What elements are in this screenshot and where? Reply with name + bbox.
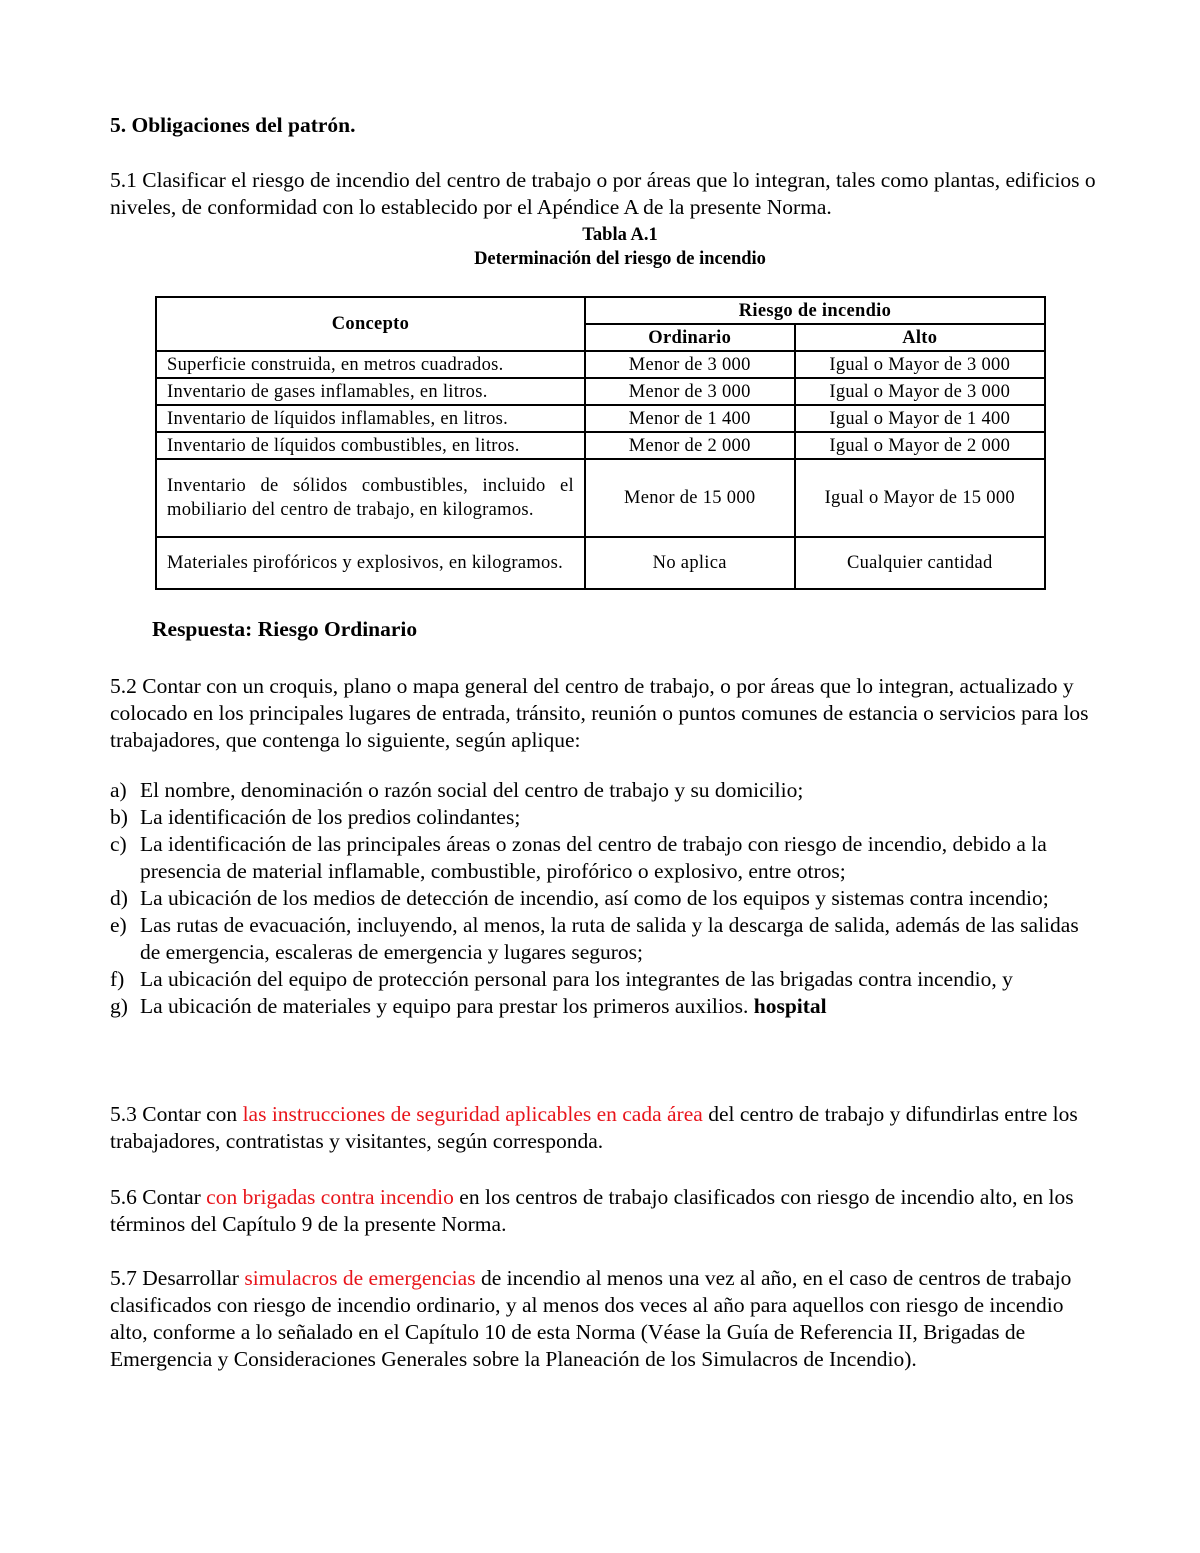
list-text: La identificación de las principales áreas o zonas del centro de trabajo con riesgo de incendio, debido a la presencia de material inflamable, combustible, pirofórico o explosivo, entre otros;	[140, 832, 1047, 883]
table-row	[156, 351, 1045, 378]
cell-concepto: Superficie construida, en metros cuadrados.	[156, 351, 585, 378]
handwritten-note: hospital	[753, 994, 827, 1018]
list-label: b)	[110, 805, 128, 829]
p56-highlight: con brigadas contra incendio	[206, 1185, 454, 1209]
cell-alto: Igual o Mayor de 15 000	[795, 459, 1045, 537]
paragraph-5-2: 5.2 Contar con un croquis, plano o mapa general del centro de trabajo, o por áreas que lo integran, actualizado y colocado en los principales lugares de entrada, tránsito, reunión o puntos comunes de estancia o servicios para los trabajadores, que contenga lo siguiente, según aplique:	[110, 674, 1089, 752]
cell-alto: Igual o Mayor de 1 400	[795, 405, 1045, 432]
table-row	[156, 378, 1045, 405]
cell-concepto: Materiales pirofóricos y explosivos, en kilogramos.	[156, 537, 585, 589]
header-riesgo: Riesgo de incendio	[585, 297, 1045, 324]
paragraph-5-7	[110, 1265, 1100, 1373]
list-item	[110, 885, 1100, 912]
cell-concepto: Inventario de gases inflamables, en litros.	[156, 378, 585, 405]
list-item	[110, 993, 1100, 1020]
header-concepto: Concepto	[156, 297, 585, 351]
table-row	[156, 405, 1045, 432]
paragraph-5-6	[110, 1184, 1100, 1238]
table-caption: Tabla A.1	[582, 225, 658, 245]
cell-ordinario: Menor de 3 000	[585, 378, 795, 405]
cell-concepto: Inventario de sólidos combustibles, incluido el mobiliario del centro de trabajo, en kilogramos.	[156, 459, 585, 537]
answer-text: Respuesta: Riesgo Ordinario	[152, 617, 418, 641]
p53-pre: 5.3 Contar con	[110, 1102, 243, 1126]
cell-concepto: Inventario de líquidos combustibles, en litros.	[156, 432, 585, 459]
list-item	[110, 912, 1100, 966]
cell-ordinario: Menor de 2 000	[585, 432, 795, 459]
p57-post: de incendio al menos una vez al año, en el caso de centros de trabajo clasificados con riesgo de incendio ordinario, y al menos dos veces al año para aquellos con riesgo de incendio alto, conforme a lo señalado en el Capítulo 10 de esta Norma (Véase la Guía de Referencia II, Brigadas de Emergencia y Consideraciones Generales sobre la Planeación de los Simulacros de Incendio).	[110, 1266, 1072, 1371]
list-item	[110, 804, 1100, 831]
list-item	[110, 831, 1100, 885]
list-label: c)	[110, 832, 127, 856]
cell-ordinario: Menor de 3 000	[585, 351, 795, 378]
cell-alto: Igual o Mayor de 3 000	[795, 378, 1045, 405]
table-row	[156, 459, 1045, 537]
list-label: g)	[110, 994, 128, 1018]
list-text: Las rutas de evacuación, incluyendo, al menos, la ruta de salida y la descarga de salida, además de las salidas de emergencia, escaleras de emergencia y lugares seguros;	[140, 913, 1079, 964]
list-text: La ubicación de materiales y equipo para prestar los primeros auxilios.	[140, 994, 749, 1018]
paragraph-5-1: 5.1 Clasificar el riesgo de incendio del centro de trabajo o por áreas que lo integran, tales como plantas, edificios o niveles, de conformidad con lo establecido por el Apéndice A de la presente Norma.	[110, 168, 1096, 219]
paragraph-5-3	[110, 1101, 1100, 1155]
list-text: La identificación de los predios colindantes;	[140, 805, 521, 829]
list-label: a)	[110, 778, 127, 802]
cell-ordinario: Menor de 1 400	[585, 405, 795, 432]
list-item	[110, 966, 1100, 993]
risk-table	[155, 296, 1046, 590]
cell-alto: Cualquier cantidad	[795, 537, 1045, 589]
p53-post: del centro de trabajo y difundirlas entre los trabajadores, contratistas y visitantes, según corresponda.	[110, 1102, 1078, 1153]
section-heading: 5. Obligaciones del patrón.	[110, 113, 356, 137]
p56-post: en los centros de trabajo clasificados con riesgo de incendio alto, en los términos del Capítulo 9 de la presente Norma.	[110, 1185, 1074, 1236]
p57-pre: 5.7 Desarrollar	[110, 1266, 245, 1290]
p56-pre: 5.6 Contar	[110, 1185, 207, 1209]
table-subcaption: Determinación del riesgo de incendio	[474, 249, 766, 269]
cell-alto: Igual o Mayor de 3 000	[795, 351, 1045, 378]
cell-alto: Igual o Mayor de 2 000	[795, 432, 1045, 459]
p57-highlight: simulacros de emergencias	[244, 1266, 476, 1290]
cell-ordinario: Menor de 15 000	[585, 459, 795, 537]
header-alto: Alto	[795, 324, 1045, 351]
cell-ordinario: No aplica	[585, 537, 795, 589]
list-text: El nombre, denominación o razón social del centro de trabajo y su domicilio;	[140, 778, 804, 802]
list-label: f)	[110, 967, 125, 991]
cell-concepto: Inventario de líquidos inflamables, en litros.	[156, 405, 585, 432]
table-row	[156, 432, 1045, 459]
header-ordinario: Ordinario	[585, 324, 795, 351]
p53-highlight: las instrucciones de seguridad aplicables en cada área	[242, 1102, 703, 1126]
list-text: La ubicación de los medios de detección de incendio, así como de los equipos y sistemas contra incendio;	[140, 886, 1049, 910]
list-text: La ubicación del equipo de protección personal para los integrantes de las brigadas contra incendio, y	[140, 967, 1013, 991]
requirements-list	[110, 777, 1100, 1020]
table-row	[156, 537, 1045, 589]
list-label: e)	[110, 913, 127, 937]
list-label: d)	[110, 886, 128, 910]
list-item	[110, 777, 1100, 804]
